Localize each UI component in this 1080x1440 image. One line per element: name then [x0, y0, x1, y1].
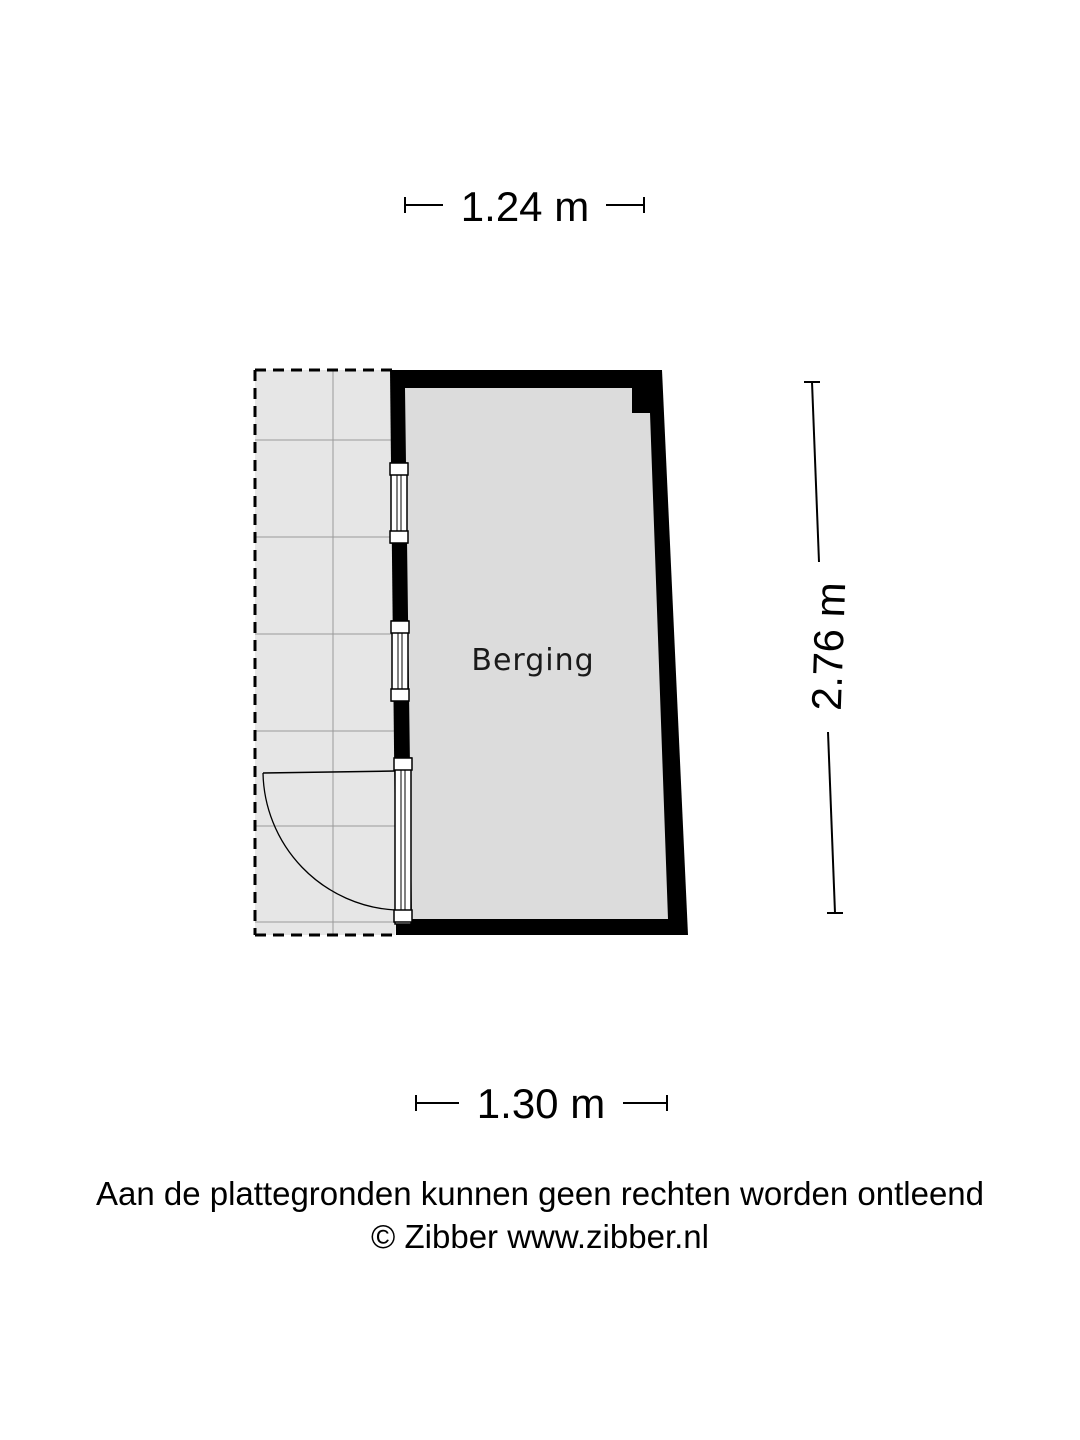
window-middle — [391, 621, 409, 701]
top-dimension-label: 1.24 m — [460, 183, 590, 230]
window-upper — [390, 463, 408, 543]
height-dimension-label: 2.76 m — [802, 581, 855, 712]
bottom-dimension-label: 1.30 m — [476, 1080, 606, 1127]
outside-area — [255, 370, 396, 935]
disclaimer-text: Aan de plattegronden kunnen geen rechten worden ontleend — [95, 1175, 985, 1212]
bottom-dimension — [416, 1080, 667, 1127]
height-dimension — [803, 382, 854, 913]
top-dimension — [405, 183, 644, 230]
copyright-text: © Zibber www.zibber.nl — [371, 1218, 709, 1255]
room-label: Berging — [471, 643, 595, 678]
